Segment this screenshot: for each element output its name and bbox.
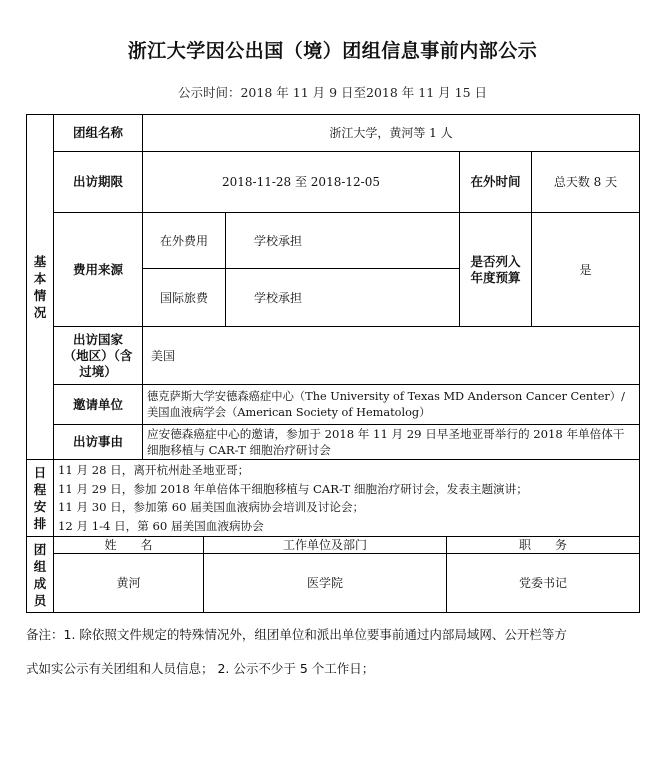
period-label: 出访期限	[72, 174, 123, 189]
schedule-item: 11 月 30 日，参加第 60 届美国血液病协会培训及讨论会；	[58, 500, 365, 514]
intl-travel-label: 国际旅费	[159, 290, 208, 305]
page-title: 浙江大学因公出国（境）团组信息事前内部公示	[127, 40, 538, 62]
member-header-name: 姓 名	[104, 538, 153, 552]
inviter-label: 邀请单位	[72, 396, 123, 412]
schedule-item: 11 月 28 日，离开杭州赴圣地亚哥；	[58, 463, 250, 477]
abroad-time-label: 在外时间	[470, 174, 521, 189]
member-name: 黄河	[116, 576, 141, 590]
schedule-item: 12 月 1-4 日，第 60 届美国血液病协会	[58, 518, 264, 533]
member-header-unit: 工作单位及部门	[282, 538, 367, 552]
group-name-value: 浙江大学，黄河等 1 人	[329, 126, 453, 140]
group-name-label: 团组名称	[72, 125, 123, 140]
notice-time: 公示时间：2018 年 11 月 9 日至2018 年 11 月 15 日	[177, 85, 488, 100]
purpose-label: 出访事由	[72, 434, 123, 449]
period-value: 2018-11-28 至 2018-12-05	[221, 175, 380, 189]
member-unit: 医学院	[306, 576, 343, 590]
section-members: 团 组 成 员	[33, 541, 47, 608]
note-line-2: 式如实公示有关团组和人员信息； 2. 公示不少于 5 个工作日；	[26, 661, 375, 676]
schedule-list	[58, 461, 638, 536]
abroad-time-value: 总天数 8 天	[553, 175, 618, 189]
intl-travel-value: 学校承担	[254, 290, 303, 305]
section-schedule: 日 程 安 排	[33, 465, 47, 531]
country-value: 美国	[151, 348, 176, 363]
abroad-cost-label: 在外费用	[159, 233, 208, 248]
budget-label: 是否列入年度预算	[470, 253, 521, 285]
inviter-value: 德克萨斯大学安德森癌症中心（The University of Texas MD Anderson Cancer Center）/美国血液病学会（American Society of Hematolog）	[147, 389, 625, 419]
budget-value: 是	[579, 262, 592, 277]
schedule-item: 11 月 29 日，参加 2018 年单倍体干细胞移植与 CAR-T 细胞治疗研讨会，发表主题演讲；	[58, 481, 528, 496]
purpose-value: 应安德森癌症中心的邀请，参加于 2018 年 11 月 29 日早圣地亚哥举行的 2018 年单倍体干细胞移植与 CAR-T 细胞治疗研讨会	[147, 427, 625, 457]
country-label: 出访国家（地区）（含过境）	[63, 331, 133, 379]
note-line-1: 备注：1. 除依照文件规定的特殊情况外，组团单位和派出单位要事前通过内部局域网、公开栏等方	[26, 627, 567, 642]
funding-label: 费用来源	[72, 261, 123, 277]
section-basic-info: 基 本 情 况	[33, 254, 47, 320]
member-header-position: 职 务	[518, 538, 567, 552]
member-position: 党委书记	[518, 576, 567, 590]
abroad-cost-value: 学校承担	[254, 233, 303, 248]
